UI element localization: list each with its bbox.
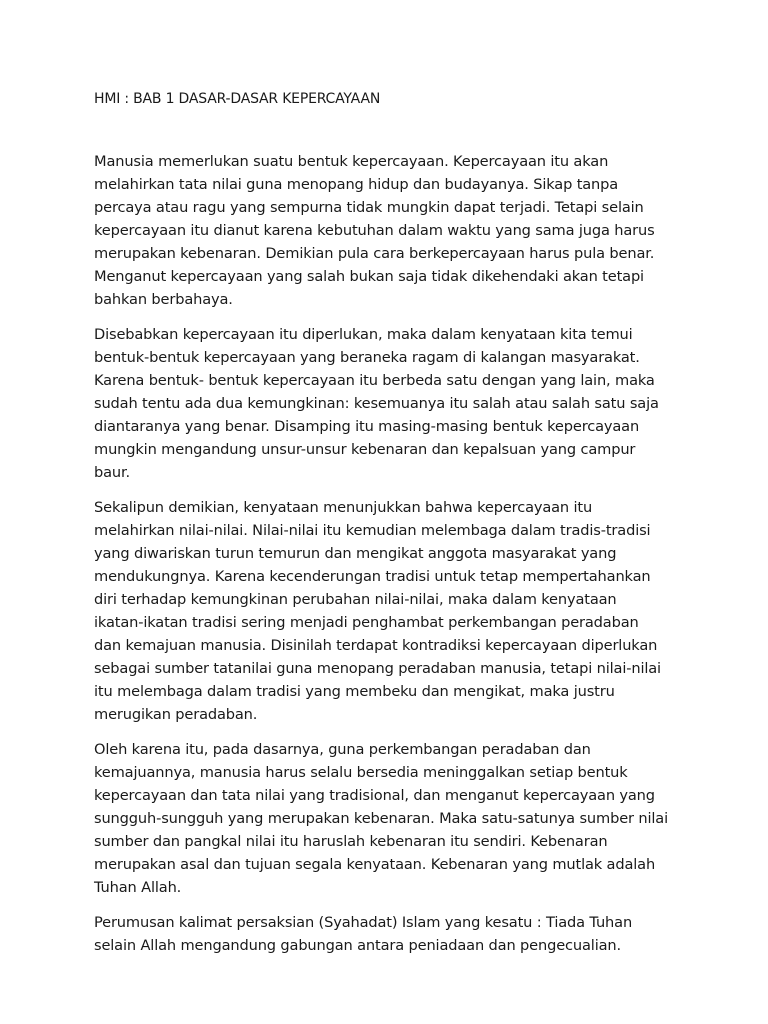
text-line: mungkin mengandung unsur-unsur kebenaran dan kepalsuan yang campur bbox=[94, 441, 636, 458]
text-line: itu melembaga dalam tradisi yang membeku dan mengikat, maka justru bbox=[94, 683, 615, 700]
text-line: Manusia memerlukan suatu bentuk kepercayaan. Kepercayaan itu akan bbox=[94, 153, 609, 170]
document-title: HMI : BAB 1 DASAR-DASAR KEPERCAYAAN bbox=[94, 91, 381, 107]
text-line: ikatan-ikatan tradisi sering menjadi penghambat perkembangan peradaban bbox=[94, 614, 639, 631]
text-line: diri terhadap kemungkinan perubahan nilai-nilai, maka dalam kenyataan bbox=[94, 591, 617, 608]
text-line: selain Allah mengandung gabungan antara peniadaan dan pengecualian. bbox=[94, 937, 621, 954]
text-line: diantaranya yang benar. Disamping itu masing-masing bentuk kepercayaan bbox=[94, 418, 640, 435]
text-line: Disebabkan kepercayaan itu diperlukan, maka dalam kenyataan kita temui bbox=[94, 326, 633, 343]
text-line: bentuk-bentuk kepercayaan yang beraneka ragam di kalangan masyarakat. bbox=[94, 349, 640, 366]
text-line: Karena bentuk- bentuk kepercayaan itu berbeda satu dengan yang lain, maka bbox=[94, 372, 655, 389]
document-body bbox=[94, 150, 684, 969]
text-line: mendukungnya. Karena kecenderungan tradisi untuk tetap mempertahankan bbox=[94, 568, 651, 585]
text-line: kemajuannya, manusia harus selalu bersedia meninggalkan setiap bentuk bbox=[94, 764, 628, 781]
text-line: bahkan berbahaya. bbox=[94, 291, 233, 308]
text-line: kepercayaan itu dianut karena kebutuhan dalam waktu yang sama juga harus bbox=[94, 222, 655, 239]
text-line: dan kemajuan manusia. Disinilah terdapat kontradiksi kepercayaan diperlukan bbox=[94, 637, 658, 654]
text-line: baur. bbox=[94, 464, 131, 481]
text-line: sudah tentu ada dua kemungkinan: kesemuanya itu salah atau salah satu saja bbox=[94, 395, 659, 412]
paragraph-2 bbox=[94, 323, 684, 484]
text-line: Oleh karena itu, pada dasarnya, guna perkembangan peradaban dan bbox=[94, 741, 591, 758]
paragraph-1 bbox=[94, 150, 684, 311]
text-line: Sekalipun demikian, kenyataan menunjukkan bahwa kepercayaan itu bbox=[94, 499, 593, 516]
text-line: melahirkan nilai-nilai. Nilai-nilai itu kemudian melembaga dalam tradis-tradisi bbox=[94, 522, 651, 539]
text-line: yang diwariskan turun temurun dan mengikat anggota masyarakat yang bbox=[94, 545, 617, 562]
text-line: merupakan asal dan tujuan segala kenyataan. Kebenaran yang mutlak adalah bbox=[94, 856, 656, 873]
text-line: percaya atau ragu yang sempurna tidak mungkin dapat terjadi. Tetapi selain bbox=[94, 199, 644, 216]
text-line: melahirkan tata nilai guna menopang hidup dan budayanya. Sikap tanpa bbox=[94, 176, 619, 193]
paragraph-4 bbox=[94, 738, 684, 899]
paragraph-5 bbox=[94, 911, 684, 957]
text-line: Menganut kepercayaan yang salah bukan saja tidak dikehendaki akan tetapi bbox=[94, 268, 644, 285]
text-line: sungguh-sungguh yang merupakan kebenaran. Maka satu-satunya sumber nilai bbox=[94, 810, 668, 827]
text-line: merupakan kebenaran. Demikian pula cara berkepercayaan harus pula benar. bbox=[94, 245, 655, 262]
text-line: sebagai sumber tatanilai guna menopang peradaban manusia, tetapi nilai-nilai bbox=[94, 660, 661, 677]
text-line: sumber dan pangkal nilai itu haruslah kebenaran itu sendiri. Kebenaran bbox=[94, 833, 608, 850]
text-line: merugikan peradaban. bbox=[94, 706, 258, 723]
text-line: Perumusan kalimat persaksian (Syahadat) Islam yang kesatu : Tiada Tuhan bbox=[94, 914, 633, 931]
text-line: kepercayaan dan tata nilai yang tradisional, dan menganut kepercayaan yang bbox=[94, 787, 655, 804]
text-line: Tuhan Allah. bbox=[94, 879, 182, 896]
paragraph-3 bbox=[94, 496, 684, 726]
